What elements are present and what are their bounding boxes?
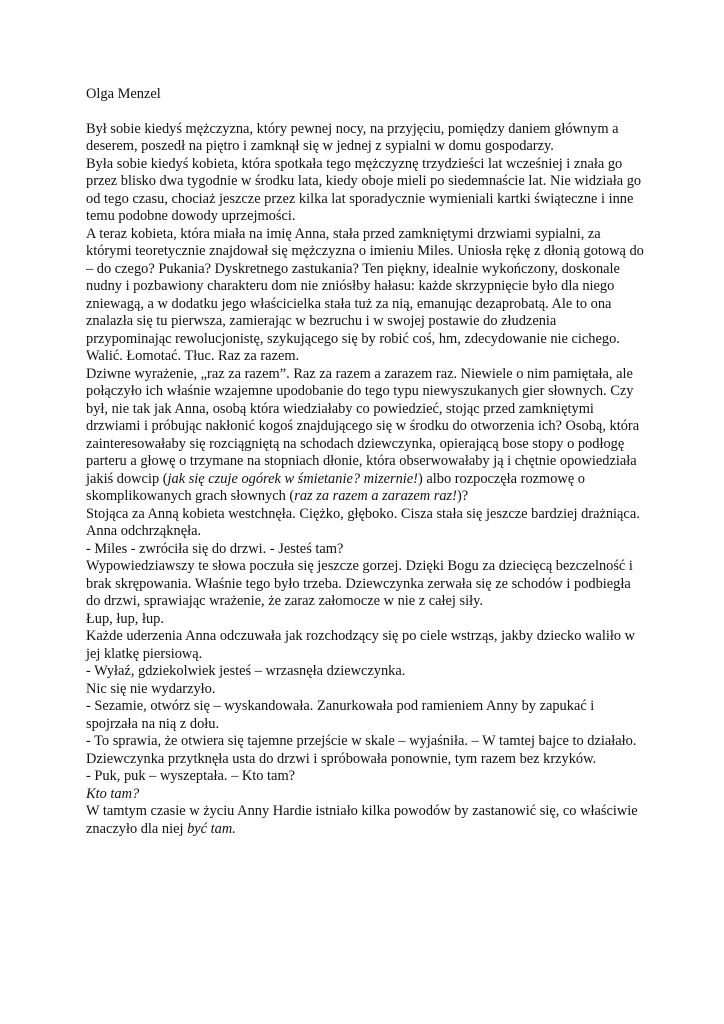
paragraph xyxy=(86,681,644,699)
text-run: - Puk, puk – wyszeptała. – Kto tam? xyxy=(86,768,296,784)
paragraph xyxy=(86,541,644,559)
author-name: Olga Menzel xyxy=(86,86,161,102)
text-run: )? xyxy=(456,488,469,504)
paragraph xyxy=(86,558,644,611)
paragraph xyxy=(86,121,644,156)
text-run: W tamtym czasie w życiu Anny Hardie istniało kilka powodów by zastanowić się, co właściwie znaczyło dla niej xyxy=(86,803,638,837)
text-run: Łup, łup, łup. xyxy=(86,610,164,627)
italic-text: Kto tam? xyxy=(86,785,140,802)
paragraph xyxy=(86,768,644,786)
paragraph xyxy=(86,803,644,838)
text-run: Był sobie kiedyś mężczyzna, który pewnej nocy, na przyjęciu, pomiędzy daniem głównym a deserem, poszedł na piętro i zamknął się w jednej z sypialni w domu gospodarzy. xyxy=(86,120,619,154)
document-page xyxy=(86,86,644,838)
text-run: Stojąca za Anną kobieta westchnęła. Ciężko, głęboko. Cisza stała się jeszcze bardziej drażniąca. Anna odchrząknęła. xyxy=(86,505,640,539)
text-run: - Miles - zwróciła się do drzwi. - Jesteś tam? xyxy=(86,540,344,557)
paragraph xyxy=(86,663,644,681)
text-run: Wypowiedziawszy te słowa poczuła się jeszcze gorzej. Dzięki Bogu za dziecięcą bezczelność i brak skrępowania. Właśnie tego było trzeba. Dziewczynka zerwała się ze schodów i podbiegła do drzwi, sprawiając wrażenie, że zaraz załomocze w nie z całej siły. xyxy=(86,558,633,609)
paragraph xyxy=(86,226,644,349)
text-run: - Sezamie, otwórz się – wyskandowała. Zanurkowała pod ramieniem Anny by zapukać i spojrzała na nią z dołu. xyxy=(86,698,595,732)
paragraph xyxy=(86,348,644,366)
paragraph xyxy=(86,156,644,226)
paragraph xyxy=(86,698,644,733)
text-run: Dziwne wyrażenie, „raz za razem”. Raz za razem a zarazem raz. Niewiele o nim pamiętała, ale połączyło ich właśnie wzajemne upodobanie do tego typu niewyszukanych gier słownych. Czy był, nie tak jak Anna, osobą która wiedziałaby co powiedzieć, stojąc przed zamkniętymi drzwiami i próbując nakłonić kogoś znajdującego się w środku do otworzenia ich? Osobą, która zainteresowałaby się rozciągniętą na schodach dziewczynka, opierającą bose stopy o podłogę parteru a głowę o trzymane na stopniach dłonie, która obserwowałaby ją i chętnie opowiedziała jakiś dowcip ( xyxy=(86,365,640,487)
text-run: ) albo rozpoczęła rozmowę o skomplikowanych grach słownych ( xyxy=(86,470,585,504)
text-run: Nic się nie wydarzyło. xyxy=(86,680,216,697)
text-run: Każde uderzenia Anna odczuwała jak rozchodzący się po ciele wstrząs, jakby dziecko waliło w jej klatkę piersiową. xyxy=(86,628,636,662)
paragraph xyxy=(86,611,644,629)
paragraph xyxy=(86,628,644,663)
italic-text: być tam. xyxy=(187,820,236,837)
text-run: Walić. Łomotać. Tłuc. Raz za razem. xyxy=(86,348,300,364)
italic-text: jak się czuje ogórek w śmietanie? mizernie! xyxy=(167,470,418,487)
text-run: A teraz kobieta, która miała na imię Anna, stała przed zamkniętymi drzwiami sypialni, za którymi teoretycznie znajdował się mężczyzna o imieniu Miles. Uniosła rękę z dłonią gotową do – do czego? Pukania? Dyskretnego zastukania? Ten piękny, idealnie wykończony, doskonale nudny i pozbawiony charakteru dom nie zniósłby hałasu: każde skrzypnięcie było dla niego zniewagą, a w dodatku jego właścicielka stała tuż za nią, emanując dezaprobatą. Ale to ona znalazła się tu pierwsza, zamierając w bezruchu i w swojej postawie do złudzenia przypominając rewolucjonistę, szykującego się by robić coś, hm, zdecydowanie nie cichego. xyxy=(86,225,644,347)
document-body xyxy=(86,121,644,839)
text-run: Dziewczynka przytknęła usta do drzwi i spróbowała ponownie, tym razem bez krzyków. xyxy=(86,750,597,767)
text-run: - To sprawia, że otwiera się tajemne przejście w skale – wyjaśniła. – W tamtej bajce to działało. xyxy=(86,733,637,749)
paragraph xyxy=(86,786,644,804)
paragraph xyxy=(86,506,644,541)
paragraph xyxy=(86,366,644,506)
paragraph xyxy=(86,751,644,769)
text-run: Była sobie kiedyś kobieta, która spotkała tego mężczyznę trzydzieści lat wcześniej i znała go przez blisko dwa tygodnie w środku lata, kiedy oboje mieli po siedemnaście lat. Nie widziała go od tego czasu, chociaż jeszcze przez kilka lat sporadycznie wymieniali kartki świąteczne i inne temu podobne dowody uprzejmości. xyxy=(86,155,642,224)
paragraph xyxy=(86,733,644,751)
text-run: - Wyłaź, gdziekolwiek jesteś – wrzasnęła dziewczynka. xyxy=(86,663,406,679)
italic-text: raz za razem a zarazem raz! xyxy=(294,488,457,504)
